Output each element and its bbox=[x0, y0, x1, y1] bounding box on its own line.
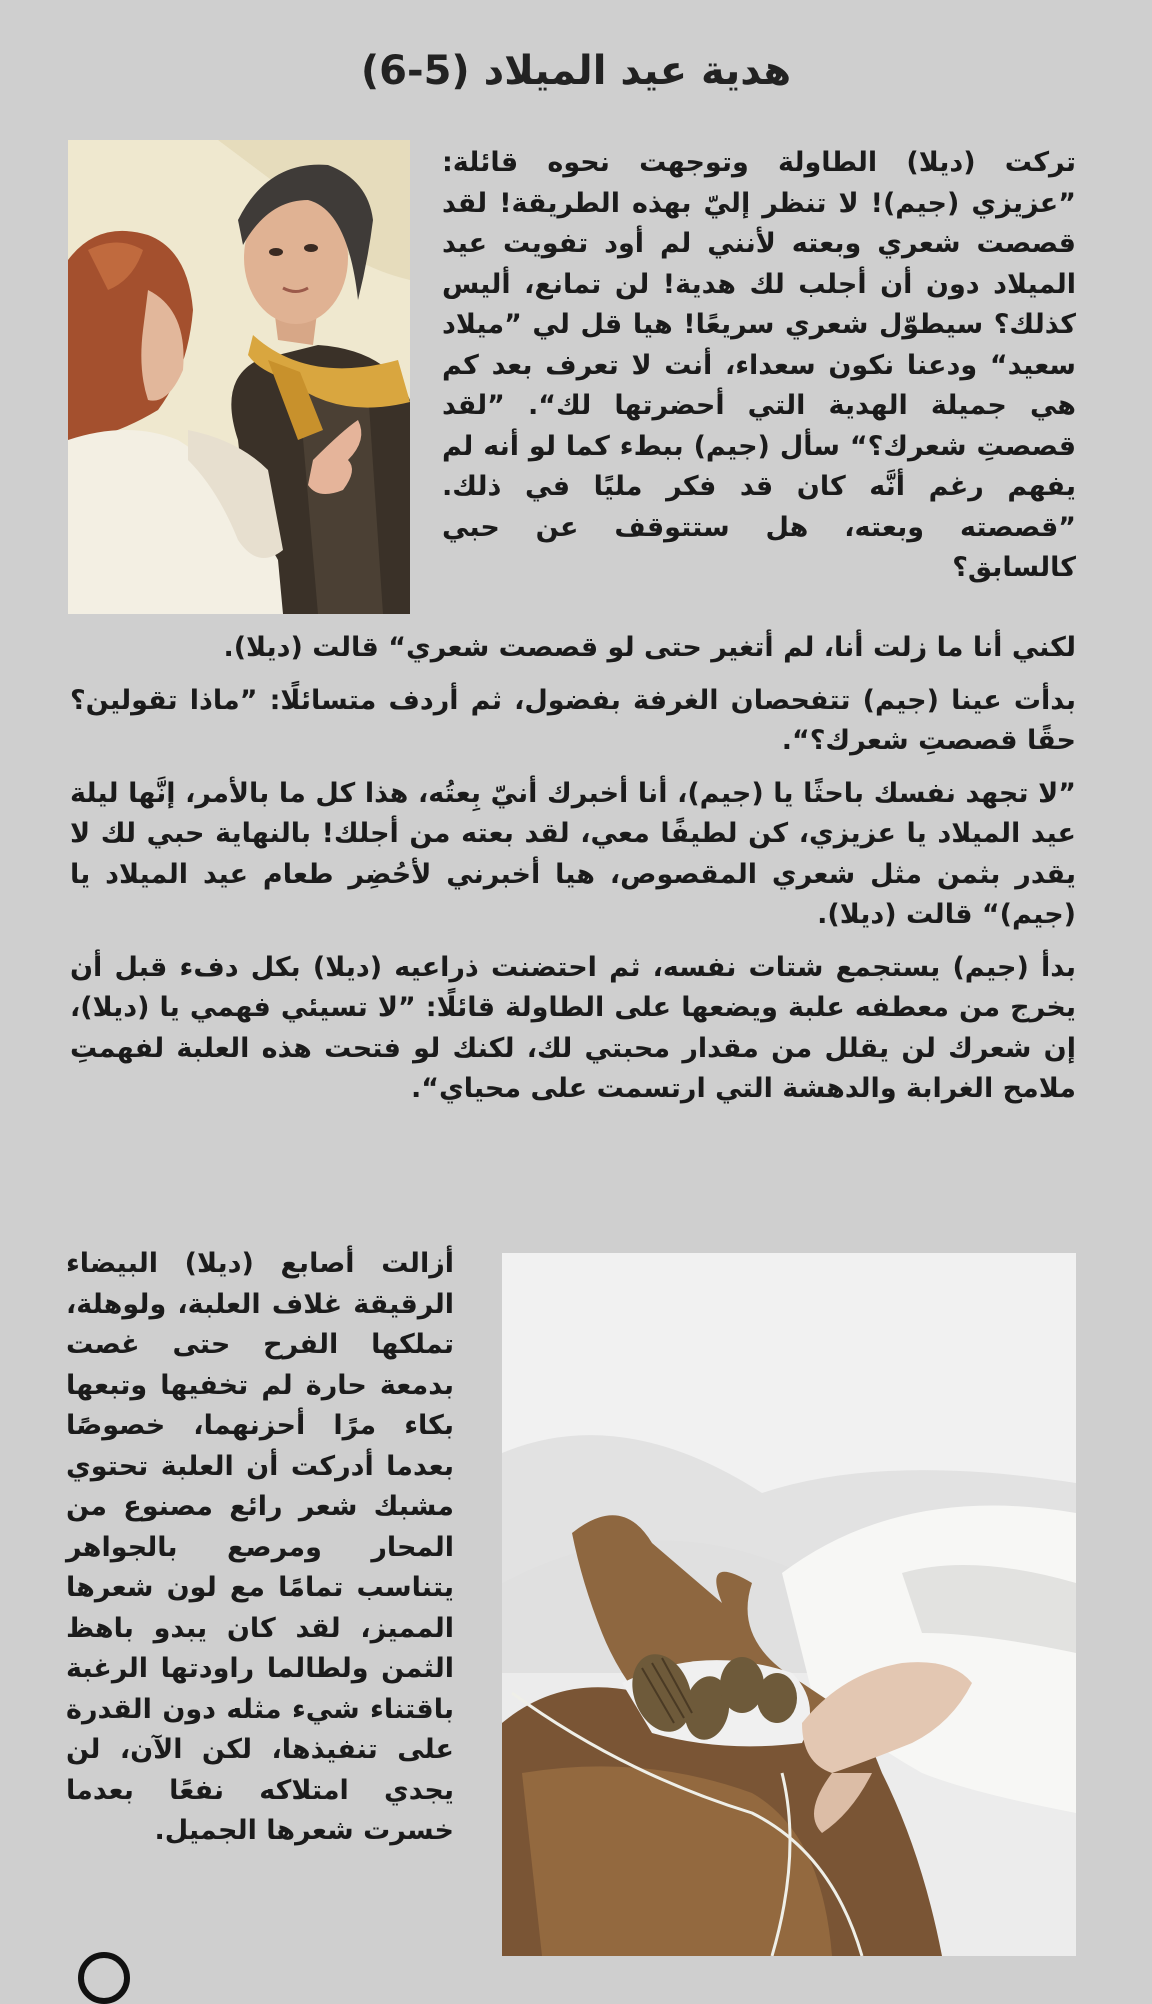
body-text bbox=[70, 628, 1076, 1122]
box-unwrapping-illustration bbox=[502, 1253, 1076, 1956]
paragraph-1-text: تركت (ديلا) الطاولة وتوجهت نحوه قائلة: ”عزيزي (جيم)! لا تنظر إليّ بهذه الطريقة! لقد قصصت شعري وبعته لأنني لم أود تفويت عيد الميلاد دون أن أجلب لك هدية! لن تمانع، أليس كذلك؟ سيطوّل شعري سريعًا! هيا قل لي ”ميلاد سعيد“ ودعنا نكون سعداء، أنت لا تعرف بعد كم هي جميلة الهدية التي أحضرتها لك“. ”لقد قصصتِ شعرك؟“ سأل (جيم) ببطء كما لو أنه لم يفهم رغم أنَّه كان قد فكر مليًا في ذلك. ”قصصته وبعته، هل ستتوقف عن حبي كالسابق؟ bbox=[442, 147, 1076, 583]
paragraph-4: بدأ (جيم) يستجمع شتات نفسه، ثم احتضنت ذراعيه (ديلا) بكل دفء قبل أن يخرج من معطفه علبة ويضعها على الطاولة قائلًا: ”لا تسيئي فهمي يا (ديلا)، إن شعرك لن يقلل من مقدار محبتي لك، لكنك لو فتحت هذه العلبة لفهمتِ ملامح الغرابة والدهشة التي ارتسمت على محياي“. bbox=[70, 951, 1076, 1104]
paragraph-1 bbox=[442, 143, 1076, 589]
paragraph-5 bbox=[66, 1244, 454, 1852]
paragraph-2: بدأت عينا (جيم) تتفحصان الغرفة بفضول، ثم أردف متسائلًا: ”ماذا تقولين؟ حقًا قصصتِ شعرك؟“. bbox=[70, 684, 1076, 756]
page-title: هدية عيد الميلاد (5-6) bbox=[360, 48, 792, 94]
paragraph-3: ”لا تجهد نفسك باحثًا يا (جيم)، أنا أخبرك أنيّ بِعتُه، هذا كل ما بالأمر، إنَّها ليلة عيد الميلاد يا عزيزي، كن لطيفًا معي، لقد بعته من أجلك! بالنهاية حبي لك لا يقدر بثمن مثل شعري المقصوص، هيا أخبرني لأحُضِر طعام عيد الميلاد يا (جيم)“ قالت (ديلا). bbox=[70, 777, 1076, 930]
paragraph-1-end: لكني أنا ما زلت أنا، لم أتغير حتى لو قصصت شعري“ قالت (ديلا). bbox=[223, 632, 1076, 663]
page-corner-mark bbox=[78, 1952, 130, 2004]
couple-illustration bbox=[68, 140, 410, 614]
paragraph-5-text: أزالت أصابع (ديلا) البيضاء الرقيقة غلاف العلبة، ولوهلة، تملكها الفرح حتى غصت بدمعة حارة لم تخفيها وتبعها بكاء مرًا أحزنهما، خصوصًا بعدما أدركت أن العلبة تحتوي مشبك شعر رائع مصنوع من المحار ومرصع بالجواهر يتناسب تمامًا مع لون شعرها المميز، لقد كان يبدو باهظ الثمن ولطالما راودتها الرغبة باقتناء شيء مثله دون القدرة على تنفيذها، لكن الآن، لن يجدي امتلاكه نفعًا بعدما خسرت شعرها الجميل. bbox=[66, 1248, 454, 1846]
